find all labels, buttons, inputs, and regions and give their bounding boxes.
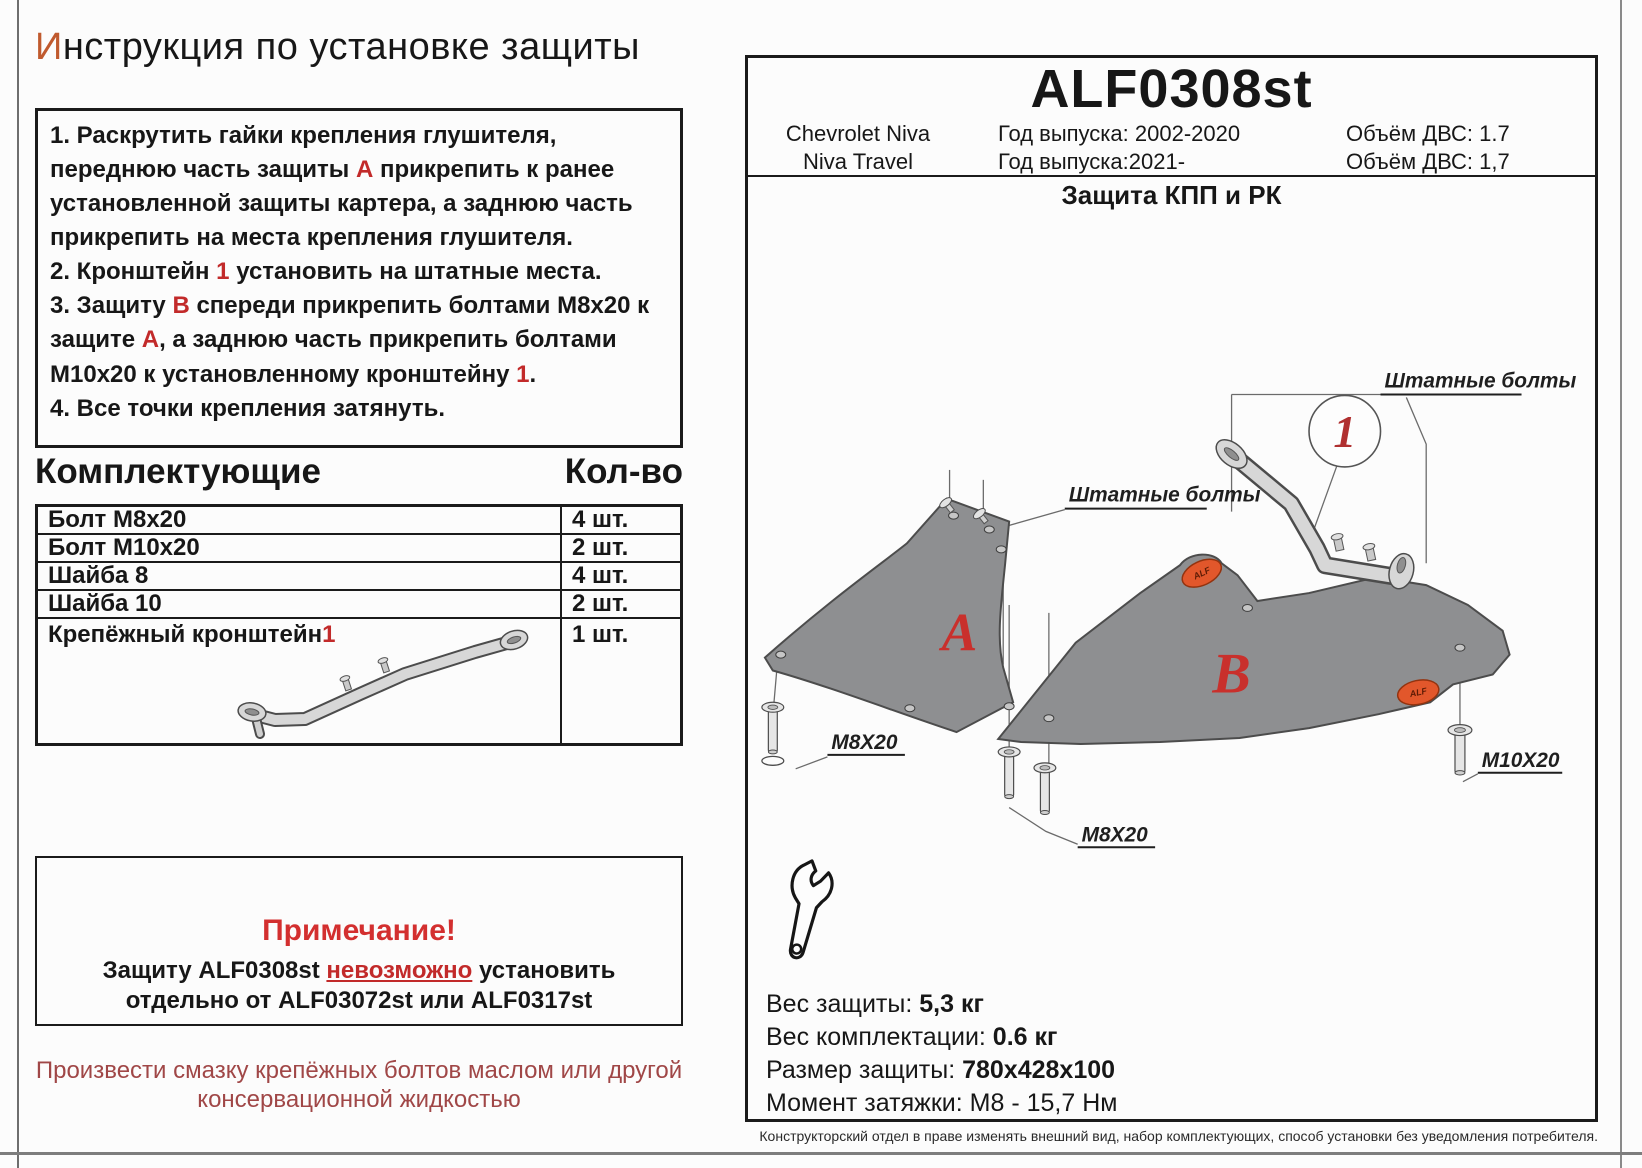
instruction-item [50, 119, 668, 255]
text-run: . [529, 360, 537, 388]
bolt-m8 [762, 702, 784, 754]
mount-hole [1004, 703, 1014, 710]
bracket-stud [377, 657, 391, 674]
spec-value: 5,3 кг [919, 990, 984, 1018]
accent-text: невозможно [326, 957, 473, 984]
spec-line [766, 1021, 1117, 1054]
spec-value: 780х428х100 [962, 1056, 1116, 1084]
component-qty: 2 шт. [560, 535, 680, 563]
vehicle-engines [1346, 120, 1581, 176]
vehicle-engine: Объём ДВС: 1,7 [1346, 149, 1510, 174]
bracket-callout-number: 1 [1333, 406, 1357, 458]
spec-label: Момент затяжки: [766, 1089, 970, 1117]
stock-bolts-label: Штатные болты [1068, 483, 1261, 507]
bolt-m10 [1448, 725, 1472, 775]
instruction-item [50, 255, 668, 289]
instruction-list [50, 119, 668, 426]
text-run: Шайба 8 [48, 562, 149, 589]
text-run: прикрепить к ранее установленной защиты картера, а заднюю часть прикрепить на места крепления глушителя. [50, 156, 633, 252]
mount-hole [776, 651, 786, 658]
page-title-rest: нструкция по установке защиты [62, 26, 640, 68]
spec-label: Вес комплектации: [766, 1023, 993, 1051]
note-box [35, 856, 683, 1026]
vehicle-model: Chevrolet Niva [785, 121, 931, 146]
text-run: 4. Все точки крепления затянуть. [50, 394, 445, 422]
mount-hole [905, 705, 915, 712]
text-run: , а заднюю часть прикрепить болтами М10х20 к установленному кронштейну [50, 326, 617, 388]
component-qty: 2 шт. [560, 591, 680, 619]
note-line1 [103, 957, 616, 985]
component-name [38, 563, 560, 591]
component-qty: 4 шт. [560, 507, 680, 535]
specs-list [766, 988, 1117, 1120]
spec-label: Размер защиты: [766, 1056, 963, 1084]
text-run: спереди прикрепить болтами М8х20 к защите [50, 292, 650, 354]
brand-badge-text: ALF [1408, 685, 1428, 700]
bracket-stud [339, 675, 353, 692]
brand-badge-text: ALF [1191, 564, 1212, 582]
stock-bolts-label: Штатные болты [1384, 369, 1577, 393]
wrench-icon [776, 858, 837, 962]
spec-label: Вес защиты: [766, 990, 920, 1018]
disclaimer-text: Конструкторский отдел в праве изменять внешний вид, набор комплектующих, способ установки без уведомления потребителя. [759, 1128, 1598, 1144]
plate-a [765, 499, 1013, 732]
bolt-m8-label: M8X20 [1081, 823, 1148, 847]
vehicle-years [998, 120, 1298, 176]
bolt-m8-label: M8X20 [831, 730, 898, 754]
mount-hole [1044, 715, 1054, 722]
bracket-part-image [230, 622, 540, 740]
accent-text: А [141, 326, 160, 354]
exploded-view-drawing [748, 213, 1595, 988]
note-line2: отдельно от ALF03072st или ALF0317st [125, 987, 593, 1014]
spec-line [766, 988, 1117, 1021]
page-edge-left [17, 0, 19, 1168]
component-name [38, 591, 560, 619]
page-title [35, 26, 640, 69]
text-run: установить на штатные места. [229, 258, 602, 286]
instruction-item [50, 289, 668, 391]
bolt-m8 [1034, 763, 1056, 815]
part-number: ALF0308st [1030, 59, 1313, 119]
accent-text: 1 [516, 360, 530, 388]
bracket-callout [1309, 395, 1380, 466]
bracket-shape [237, 627, 530, 734]
accent-text: В [172, 292, 190, 320]
bracket-stud [1362, 543, 1377, 562]
plate-a-letter: A [941, 602, 978, 663]
washer [762, 756, 784, 765]
mount-hole [996, 546, 1006, 553]
accent-text: А [355, 156, 374, 184]
text-run: Защиту ALF0308st [102, 957, 327, 984]
mount-hole [1242, 604, 1252, 611]
vehicle-model: Niva Travel [802, 149, 914, 174]
component-qty: 1 шт. [560, 619, 680, 743]
plate-b [998, 554, 1509, 744]
page-edge-right [1620, 0, 1622, 1168]
vehicle-engine: Объём ДВС: 1.7 [1346, 121, 1510, 146]
spec-value: М8 - 15,7 Нм [969, 1089, 1118, 1117]
text-run: 3. Защиту [50, 292, 173, 320]
accent-text: 1 [216, 258, 230, 286]
instruction-box [35, 108, 683, 448]
page-title-first-letter: И [35, 26, 63, 68]
text-run: 2. Кронштейн [50, 258, 217, 286]
drawing-title: Защита КПП и РК [1061, 180, 1282, 210]
vehicle-year: Год выпуска:2021- [998, 149, 1186, 174]
accent-text: 1 [322, 621, 336, 648]
text-run: Болт М8х20 [48, 506, 187, 533]
components-qty-title: Кол-во [564, 452, 683, 491]
bolt-m8 [998, 747, 1020, 799]
components-header [35, 452, 683, 492]
plate-b-letter: B [1212, 642, 1251, 706]
text-run: установить [472, 957, 616, 984]
spec-line [766, 1087, 1117, 1120]
component-name [38, 535, 560, 563]
page-edge-bottom [0, 1152, 1642, 1155]
bracket-part [1211, 434, 1418, 591]
text-run: 1. Раскрутить гайки крепления глушителя, переднюю часть защиты [50, 122, 557, 184]
components-title: Комплектующие [35, 452, 321, 491]
text-run: Шайба 10 [48, 590, 162, 617]
vehicle-models [768, 120, 948, 176]
spec-line [766, 1054, 1117, 1087]
bolt-m10-label: M10X20 [1481, 748, 1560, 772]
note-title: Примечание! [262, 914, 456, 947]
header-divider [748, 175, 1595, 177]
component-name [38, 507, 560, 535]
text-run: Болт М10х20 [48, 534, 200, 561]
component-qty: 4 шт. [560, 563, 680, 591]
warning-text: Произвести смазку крепёжных болтов маслом или другой консервационной жидкостью [35, 1057, 683, 1114]
instruction-item [50, 392, 668, 426]
product-panel [745, 55, 1598, 1122]
text-run: Крепёжный кронштейн [48, 621, 323, 648]
mount-hole [984, 526, 994, 533]
vehicle-year: Год выпуска: 2002-2020 [998, 121, 1241, 146]
spec-value: 0.6 кг [992, 1023, 1058, 1051]
mount-hole [1455, 644, 1465, 651]
bracket-stud [1331, 533, 1346, 552]
